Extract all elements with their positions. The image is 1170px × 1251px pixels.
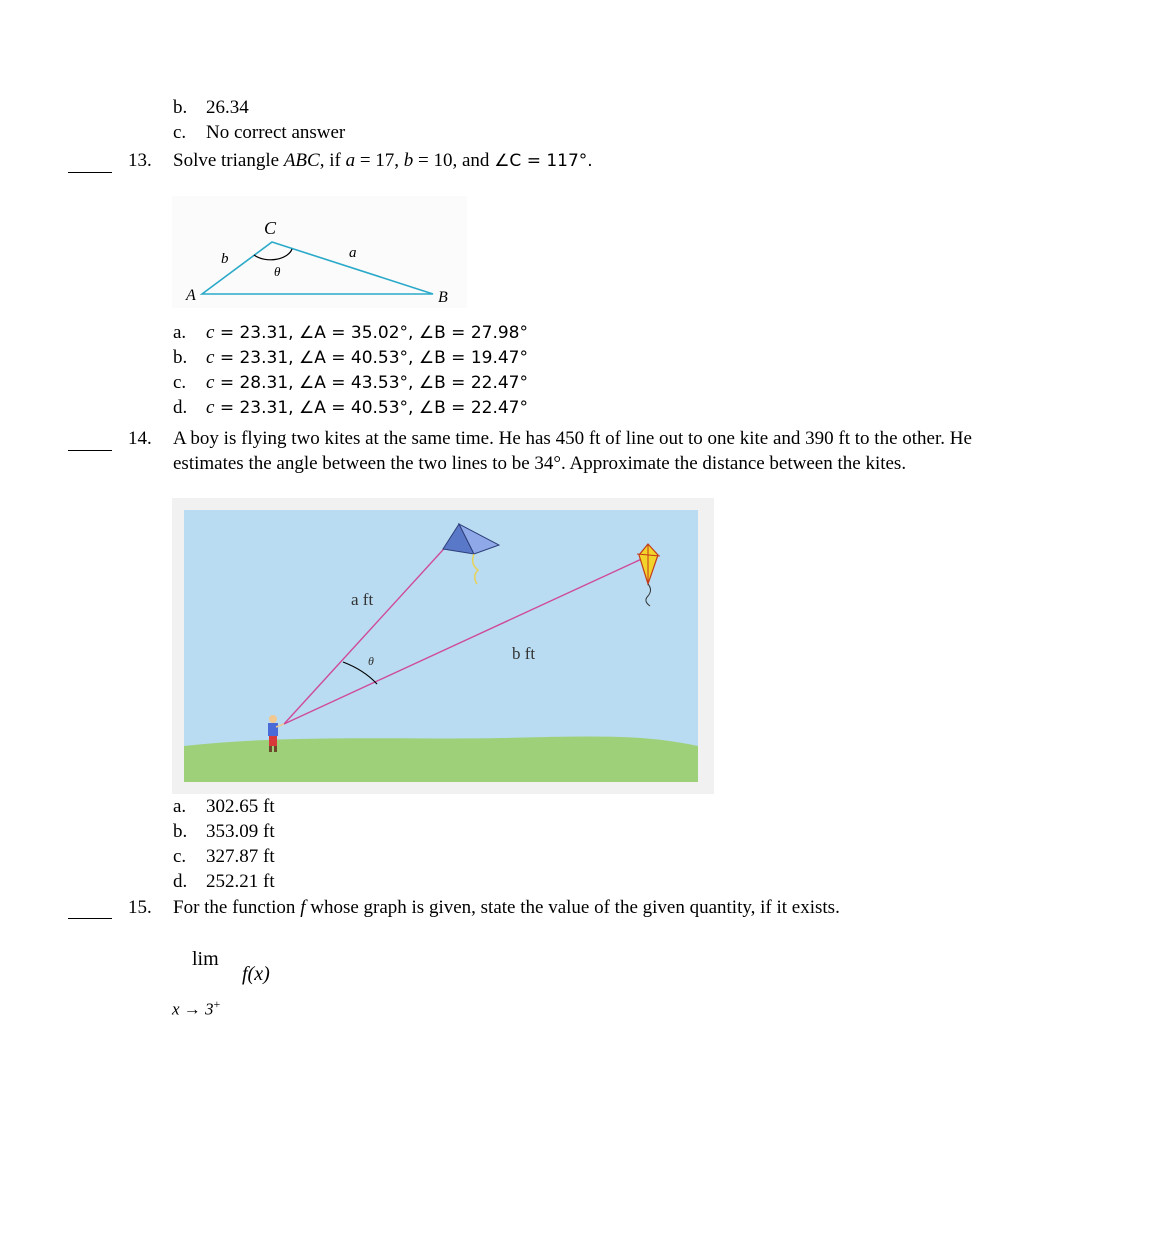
answer-blank-14[interactable] bbox=[68, 450, 112, 451]
side-label-b: b bbox=[221, 251, 229, 267]
limit-function: f(x) bbox=[242, 963, 270, 985]
question-15-prompt: For the function f whose graph is given, state the value of the given quantity, if it exists. bbox=[173, 897, 840, 918]
answer-blank-15[interactable] bbox=[68, 918, 112, 919]
limit-approach: x → 3+ bbox=[172, 997, 221, 1019]
vertex-label-a: A bbox=[186, 287, 196, 304]
option-text: No correct answer bbox=[206, 122, 346, 143]
line-label-b: b ft bbox=[512, 644, 536, 663]
question-number: 13. bbox=[128, 150, 152, 171]
question-14-line-2: estimates the angle between the two lines to be 34°. Approximate the distance between the kites. bbox=[173, 453, 907, 474]
vertex-label-b: B bbox=[438, 289, 448, 306]
option-letter: b. bbox=[173, 347, 188, 368]
option-letter: d. bbox=[173, 871, 188, 892]
option-letter: c. bbox=[173, 372, 187, 393]
limit-operator: lim bbox=[192, 948, 219, 970]
triangle-diagram bbox=[170, 196, 470, 308]
line-label-a: a ft bbox=[351, 590, 374, 609]
option-text: 302.65 ft bbox=[206, 796, 275, 817]
grass bbox=[184, 736, 698, 782]
option-letter: c. bbox=[173, 846, 187, 867]
option-text: c = 23.31, ∠A = 35.02°, ∠B = 27.98° bbox=[206, 322, 528, 343]
question-13-prompt: Solve triangle ABC, if a = 17, b = 10, and ∠C = 117°. bbox=[173, 150, 593, 171]
answer-blank-13[interactable] bbox=[68, 172, 112, 173]
option-text: 327.87 ft bbox=[206, 846, 275, 867]
option-letter: b. bbox=[173, 821, 188, 842]
question-number: 14. bbox=[128, 428, 152, 449]
option-letter: a. bbox=[173, 796, 187, 817]
vertex-label-c: C bbox=[264, 218, 277, 238]
option-letter: a. bbox=[173, 322, 187, 343]
option-letter: c. bbox=[173, 122, 187, 143]
kite-diagram bbox=[172, 498, 714, 794]
angle-label-theta: θ bbox=[368, 654, 374, 668]
side-label-a: a bbox=[349, 245, 357, 261]
question-14-line-1: A boy is flying two kites at the same time. He has 450 ft of line out to one kite and 390 ft to the other. He bbox=[173, 428, 972, 449]
angle-label-theta: θ bbox=[274, 264, 281, 279]
option-text: c = 28.31, ∠A = 43.53°, ∠B = 22.47° bbox=[206, 372, 528, 393]
option-text: 252.21 ft bbox=[206, 871, 275, 892]
option-text: c = 23.31, ∠A = 40.53°, ∠B = 22.47° bbox=[206, 397, 528, 418]
option-letter: b. bbox=[173, 97, 188, 118]
option-text: 26.34 bbox=[206, 97, 249, 118]
option-letter: d. bbox=[173, 397, 188, 418]
question-number: 15. bbox=[128, 897, 152, 918]
option-text: 353.09 ft bbox=[206, 821, 275, 842]
option-text: c = 23.31, ∠A = 40.53°, ∠B = 19.47° bbox=[206, 347, 528, 368]
